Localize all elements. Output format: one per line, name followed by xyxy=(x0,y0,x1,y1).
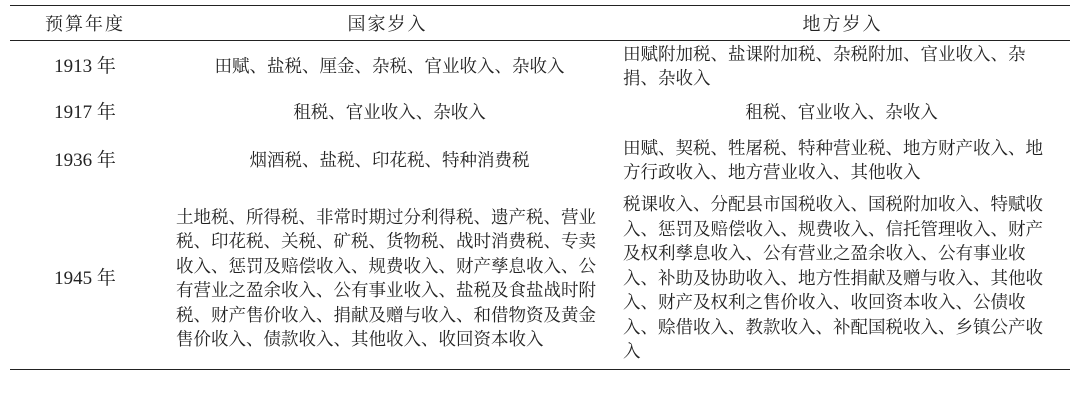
row-year: 1913 年 xyxy=(54,55,116,77)
row-year: 1945 年 xyxy=(54,267,116,289)
row-national-revenue: 土地税、所得税、非常时期过分利得税、遗产税、营业税、印花税、关税、矿税、货物税、战时消费税、专卖收入、惩罚及赔偿收入、规费收入、财产孳息收入、公有营业之盈余收入、公有事业收入、盐税及食盐战时附税、财产售价收入、捐献及赠与收入、和借物资及黄金售价收入、债款收入、其他收入、收回资本收入 xyxy=(176,207,596,350)
revenue-table xyxy=(10,5,1070,370)
row-national-revenue: 烟酒税、盐税、印花税、特种消费税 xyxy=(249,150,530,171)
table-row xyxy=(10,133,1070,189)
table-header xyxy=(10,6,1070,41)
table-row xyxy=(10,41,1070,94)
header-national-revenue: 国家岁入 xyxy=(347,14,428,35)
row-national-revenue: 田赋、盐税、厘金、杂税、官业收入、杂收入 xyxy=(214,56,565,77)
header-row xyxy=(10,6,1070,41)
row-year: 1917 年 xyxy=(54,101,116,123)
row-local-revenue: 租税、官业收入、杂收入 xyxy=(745,102,938,123)
header-year: 预算年度 xyxy=(45,14,125,35)
table-body xyxy=(10,41,1070,370)
row-local-revenue: 田赋附加税、盐课附加税、杂税附加、官业收入、杂捐、杂收入 xyxy=(623,44,1026,89)
revenue-table-container xyxy=(10,5,1070,370)
row-local-revenue: 税课收入、分配县市国税收入、国税附加收入、特赋收入、惩罚及赔偿收入、规费收入、信托管理收入、财产及权利孳息收入、公有营业之盈余收入、公有事业收入、补助及协助收入、地方性捐献及赠与收入、其他收入、财产及权利之售价收入、收回资本收入、公债收入、赊借收入、教款收入、补配国税收入、乡镇公产收入 xyxy=(623,195,1043,363)
header-local-revenue: 地方岁入 xyxy=(802,14,883,35)
row-national-revenue: 租税、官业收入、杂收入 xyxy=(293,102,486,123)
table-row xyxy=(10,189,1070,370)
table-row xyxy=(10,93,1070,133)
row-year: 1936 年 xyxy=(54,149,116,171)
row-local-revenue: 田赋、契税、牲屠税、特种营业税、地方财产收入、地方行政收入、地方营业收入、其他收入 xyxy=(623,138,1043,183)
